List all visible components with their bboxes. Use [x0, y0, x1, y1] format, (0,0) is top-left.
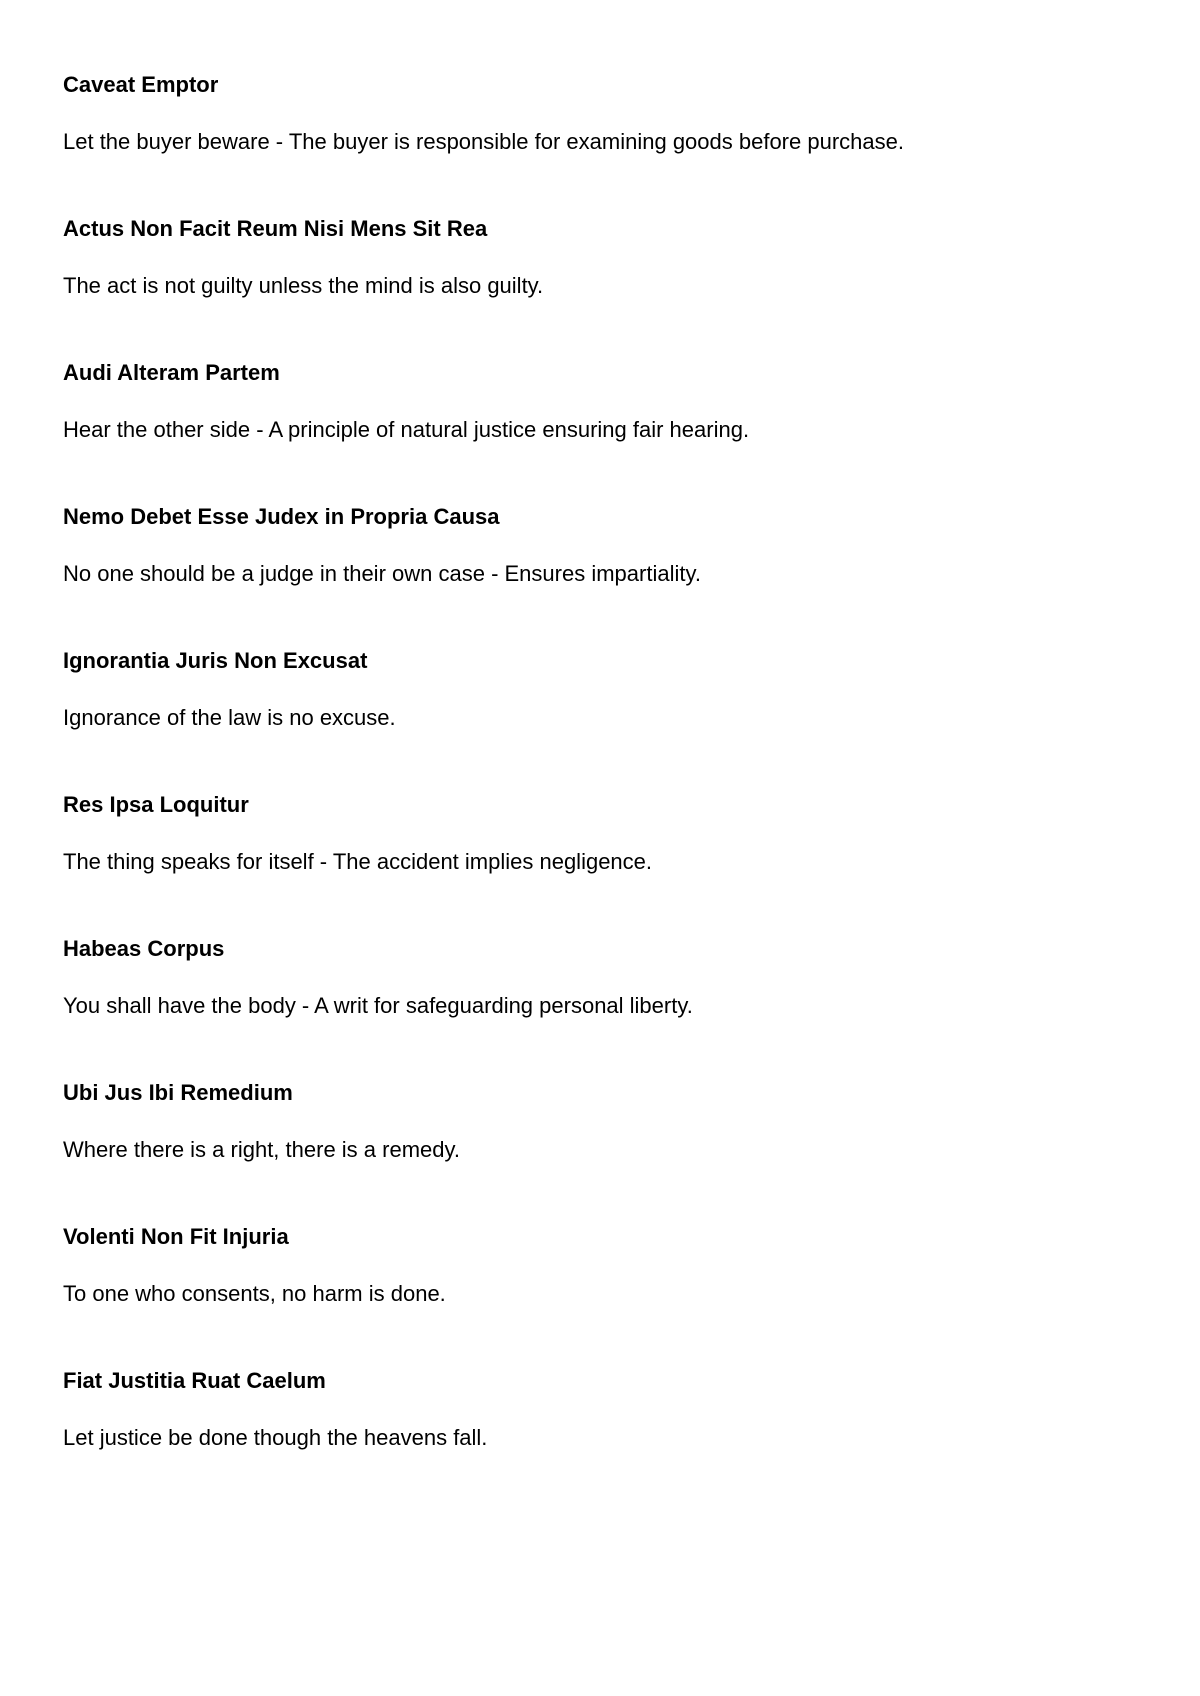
- maxim-entry-6: [63, 790, 1200, 934]
- maxim-term: Volenti Non Fit Injuria: [63, 1224, 289, 1249]
- maxim-term: Caveat Emptor: [63, 72, 219, 97]
- maxim-definition: You shall have the body - A writ for safeguarding personal liberty.: [63, 993, 693, 1018]
- maxim-definition: The thing speaks for itself - The accident implies negligence.: [63, 849, 653, 874]
- maxim-entry-9: [63, 1222, 1200, 1366]
- maxim-entry-2: [63, 214, 1200, 358]
- maxim-entry-8: [63, 1078, 1200, 1222]
- maxim-term: Audi Alteram Partem: [63, 360, 280, 385]
- maxim-definition: Ignorance of the law is no excuse.: [63, 705, 396, 730]
- maxim-term: Fiat Justitia Ruat Caelum: [63, 1368, 326, 1393]
- maxim-entry-7: [63, 934, 1200, 1078]
- maxim-definition: The act is not guilty unless the mind is also guilty.: [63, 273, 544, 298]
- maxim-term: Ignorantia Juris Non Excusat: [63, 648, 368, 673]
- maxim-term: Res Ipsa Loquitur: [63, 792, 249, 817]
- maxim-entry-4: [63, 502, 1200, 646]
- maxim-definition: Hear the other side - A principle of natural justice ensuring fair hearing.: [63, 417, 750, 442]
- maxim-entry-5: [63, 646, 1200, 790]
- maxim-definition: To one who consents, no harm is done.: [63, 1281, 446, 1306]
- maxim-definition: Let justice be done though the heavens fall.: [63, 1425, 488, 1450]
- maxim-entry-3: [63, 358, 1200, 502]
- maxim-term: Nemo Debet Esse Judex in Propria Causa: [63, 504, 500, 529]
- maxim-entry-10: [63, 1366, 1200, 1510]
- maxim-definition: No one should be a judge in their own case - Ensures impartiality.: [63, 561, 701, 586]
- maxim-definition: Where there is a right, there is a remedy.: [63, 1137, 460, 1162]
- maxim-entry-1: [63, 70, 1200, 214]
- maxim-term: Habeas Corpus: [63, 936, 225, 961]
- maxim-term: Ubi Jus Ibi Remedium: [63, 1080, 293, 1105]
- maxim-definition: Let the buyer beware - The buyer is responsible for examining goods before purchase.: [63, 129, 904, 154]
- maxim-term: Actus Non Facit Reum Nisi Mens Sit Rea: [63, 216, 488, 241]
